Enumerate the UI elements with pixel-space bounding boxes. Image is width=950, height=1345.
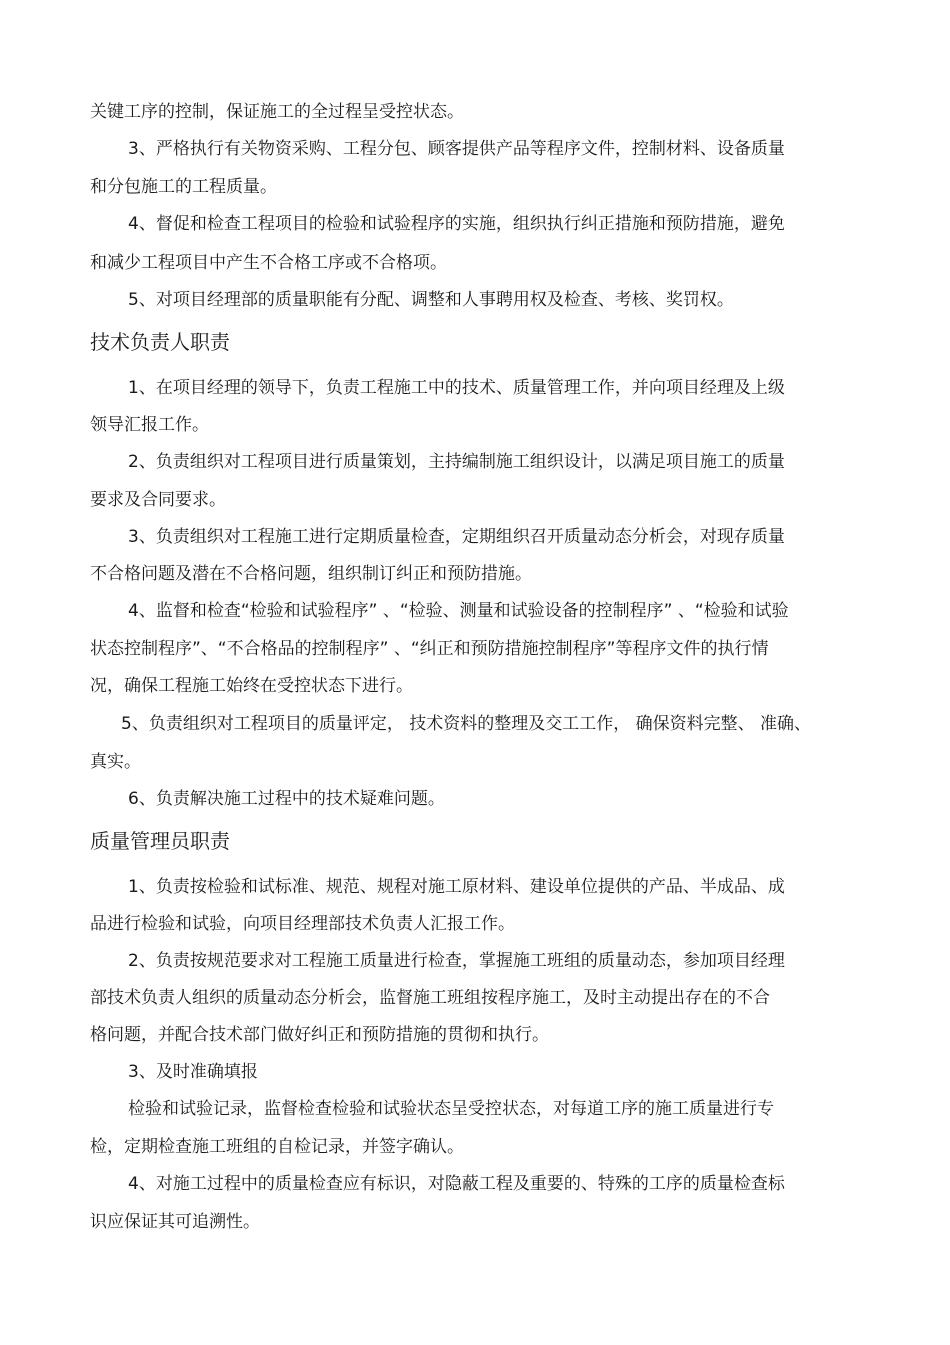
text-line: 领导汇报工作。 [90, 415, 209, 435]
text-line: 要求及合同要求。 [90, 490, 226, 510]
text-line: 5、对项目经理部的质量职能有分配、调整和人事聘用权及检查、考核、奖罚权。 [128, 290, 734, 310]
text-line: 6、负责解决施工过程中的技术疑难问题。 [128, 789, 445, 809]
text-line: 3、及时准确填报 [128, 1062, 258, 1082]
text-line: 3、负责组织对工程施工进行定期质量检查，定期组织召开质量动态分析会，对现存质量 [128, 527, 785, 547]
text-line: 检，定期检查施工班组的自检记录，并签字确认。 [90, 1137, 464, 1157]
text-line: 状态控制程序”、“不合格品的控制程序” 、“纠正和预防措施控制程序”等程序文件的执行情 [90, 639, 769, 659]
text-line: 5、负责组织对工程项目的质量评定， 技术资料的整理及交工工作， 确保资料完整、 准确、 [121, 714, 812, 734]
text-line: 真实。 [90, 752, 141, 772]
text-line: 和分包施工的工程质量。 [90, 177, 277, 197]
text-line: 品进行检验和试验，向项目经理部技术负责人汇报工作。 [90, 914, 515, 934]
text-line: 况，确保工程施工始终在受控状态下进行。 [90, 676, 413, 696]
text-line: 1、负责按检验和试标准、规范、规程对施工原材料、建设单位提供的产品、半成品、成 [128, 877, 785, 897]
text-line: 4、对施工过程中的质量检查应有标识，对隐蔽工程及重要的、特殊的工序的质量检查标 [128, 1174, 785, 1194]
text-line: 2、负责按规范要求对工程施工质量进行检查，掌握施工班组的质量动态，参加项目经理 [128, 951, 785, 971]
section-heading: 质量管理员职责 [90, 829, 230, 853]
text-line: 3、严格执行有关物资采购、工程分包、顾客提供产品等程序文件，控制材料、设备质量 [128, 139, 785, 159]
section-heading: 技术负责人职责 [90, 330, 230, 354]
text-line: 4、督促和检查工程项目的检验和试验程序的实施，组织执行纠正措施和预防措施，避免 [128, 214, 785, 234]
text-line: 不合格问题及潜在不合格问题，组织制订纠正和预防措施。 [90, 564, 532, 584]
text-line: 关键工序的控制，保证施工的全过程呈受控状态。 [90, 102, 464, 122]
text-line: 和减少工程项目中产生不合格工序或不合格项。 [90, 253, 447, 273]
text-line: 1、在项目经理的领导下，负责工程施工中的技术、质量管理工作，并向项目经理及上级 [128, 378, 785, 398]
text-line: 格问题，并配合技术部门做好纠正和预防措施的贯彻和执行。 [90, 1025, 549, 1045]
text-line: 4、监督和检查“检验和试验程序” 、“检验、测量和试验设备的控制程序” 、“检验和试验 [128, 601, 789, 621]
text-line: 部技术负责人组织的质量动态分析会，监督施工班组按程序施工，及时主动提出存在的不合 [90, 988, 770, 1008]
text-line: 检验和试验记录，监督检查检验和试验状态呈受控状态，对每道工序的施工质量进行专 [128, 1099, 774, 1119]
text-line: 识应保证其可追溯性。 [90, 1212, 260, 1232]
text-line: 2、负责组织对工程项目进行质量策划，主持编制施工组织设计，以满足项目施工的质量 [128, 452, 785, 472]
